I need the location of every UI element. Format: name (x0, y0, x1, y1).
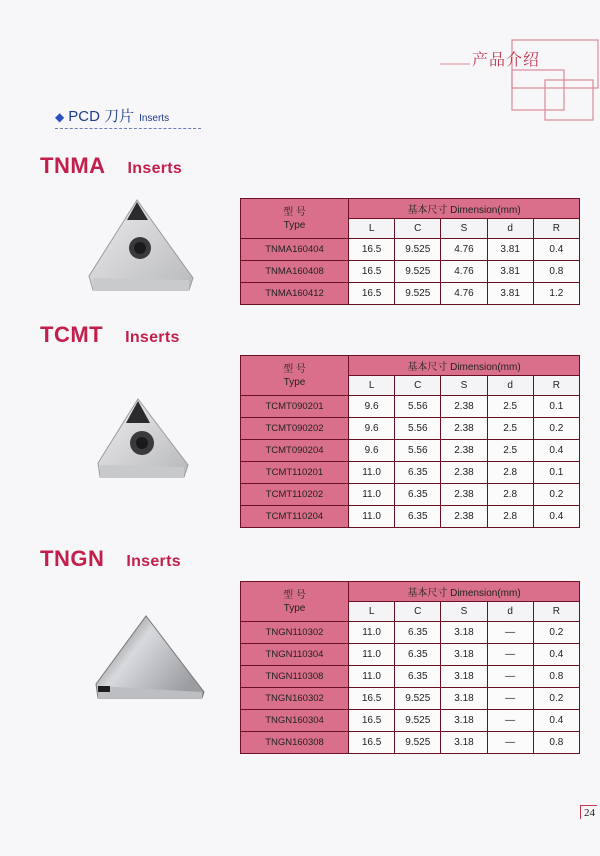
value-cell: 3.81 (487, 261, 533, 283)
value-cell: 2.38 (441, 418, 487, 440)
value-cell: 2.8 (487, 506, 533, 528)
value-cell: 9.6 (349, 418, 395, 440)
tngn-spec-table (240, 581, 580, 754)
value-cell: 1.2 (533, 283, 579, 305)
value-cell: 9.525 (395, 283, 441, 305)
col-header: R (533, 376, 579, 396)
value-cell: 11.0 (349, 484, 395, 506)
col-header: d (487, 219, 533, 239)
value-cell: 6.35 (395, 666, 441, 688)
type-cell: TNGN110308 (241, 666, 349, 688)
tngn-insert-image (88, 612, 213, 707)
col-header: S (441, 219, 487, 239)
value-cell: 4.76 (441, 239, 487, 261)
table-row (241, 418, 580, 440)
value-cell: — (487, 644, 533, 666)
value-cell: 3.18 (441, 622, 487, 644)
value-cell: 2.38 (441, 440, 487, 462)
product-title-tcmt (40, 322, 180, 348)
col-header: L (349, 602, 395, 622)
table-row (241, 462, 580, 484)
corner-decoration (0, 0, 600, 160)
value-cell: 9.525 (395, 732, 441, 754)
value-cell: 16.5 (349, 732, 395, 754)
value-cell: 5.56 (395, 440, 441, 462)
type-cell: TNMA160404 (241, 239, 349, 261)
value-cell: 0.1 (533, 396, 579, 418)
value-cell: 16.5 (349, 261, 395, 283)
type-cell: TNGN110304 (241, 644, 349, 666)
value-cell: 0.2 (533, 622, 579, 644)
table-row (241, 261, 580, 283)
table-row (241, 396, 580, 418)
value-cell: 2.5 (487, 418, 533, 440)
tcmt-spec-table (240, 355, 580, 528)
value-cell: 11.0 (349, 622, 395, 644)
type-column-header (241, 582, 349, 622)
col-header: C (395, 376, 441, 396)
value-cell: 6.35 (395, 462, 441, 484)
section-title: PCD 刀片 (68, 108, 135, 125)
table-row (241, 666, 580, 688)
value-cell: 6.35 (395, 484, 441, 506)
value-cell: 2.5 (487, 396, 533, 418)
section-heading (55, 105, 201, 129)
type-cell: TCMT110202 (241, 484, 349, 506)
product-word: Inserts (127, 160, 183, 177)
type-label-cn: 型 号 (283, 206, 306, 218)
table-row (241, 732, 580, 754)
type-cell: TCMT110204 (241, 506, 349, 528)
value-cell: 4.76 (441, 283, 487, 305)
col-header: C (395, 219, 441, 239)
table-row (241, 506, 580, 528)
product-code: TCMT (40, 322, 104, 347)
type-column-header (241, 199, 349, 239)
col-header: d (487, 376, 533, 396)
value-cell: 16.5 (349, 710, 395, 732)
table-row (241, 688, 580, 710)
value-cell: — (487, 622, 533, 644)
type-label-en: Type (283, 602, 306, 614)
value-cell: 0.4 (533, 644, 579, 666)
type-cell: TCMT110201 (241, 462, 349, 484)
type-cell: TCMT090202 (241, 418, 349, 440)
col-header: S (441, 376, 487, 396)
value-cell: 3.18 (441, 732, 487, 754)
product-word: Inserts (126, 553, 181, 570)
value-cell: 9.525 (395, 688, 441, 710)
value-cell: 16.5 (349, 239, 395, 261)
value-cell: 9.525 (395, 710, 441, 732)
value-cell: 2.38 (441, 506, 487, 528)
value-cell: 5.56 (395, 396, 441, 418)
value-cell: 3.18 (441, 644, 487, 666)
product-title-tngn (40, 546, 181, 572)
value-cell: 3.81 (487, 283, 533, 305)
type-label-en: Type (283, 376, 306, 388)
table-row (241, 440, 580, 462)
value-cell: — (487, 732, 533, 754)
page-header-title: 产品介绍 (472, 50, 541, 69)
table-row (241, 484, 580, 506)
value-cell: 0.4 (533, 506, 579, 528)
value-cell: 0.2 (533, 418, 579, 440)
product-word: Inserts (125, 329, 180, 346)
value-cell: 0.1 (533, 462, 579, 484)
type-column-header (241, 356, 349, 396)
dimension-header: 基本尺寸 Dimension(mm) (349, 582, 580, 602)
value-cell: — (487, 666, 533, 688)
col-header: R (533, 219, 579, 239)
value-cell: 0.2 (533, 688, 579, 710)
tnma-spec-table (240, 198, 580, 305)
value-cell: 3.18 (441, 688, 487, 710)
table-row (241, 239, 580, 261)
col-header: C (395, 602, 441, 622)
value-cell: 2.38 (441, 484, 487, 506)
col-header: S (441, 602, 487, 622)
value-cell: 0.2 (533, 484, 579, 506)
type-cell: TNGN160302 (241, 688, 349, 710)
value-cell: — (487, 688, 533, 710)
diamond-icon: ◆ (55, 110, 65, 124)
value-cell: — (487, 710, 533, 732)
value-cell: 9.6 (349, 396, 395, 418)
dimension-header: 基本尺寸 Dimension(mm) (349, 356, 580, 376)
value-cell: 11.0 (349, 644, 395, 666)
product-title-tnma (40, 153, 182, 179)
col-header: d (487, 602, 533, 622)
type-label-cn: 型 号 (283, 589, 306, 601)
type-label-cn: 型 号 (283, 363, 306, 375)
col-header: L (349, 376, 395, 396)
value-cell: 11.0 (349, 666, 395, 688)
value-cell: 0.8 (533, 261, 579, 283)
type-cell: TCMT090201 (241, 396, 349, 418)
value-cell: 6.35 (395, 506, 441, 528)
value-cell: 5.56 (395, 418, 441, 440)
value-cell: 2.8 (487, 484, 533, 506)
table-row (241, 644, 580, 666)
type-cell: TNMA160412 (241, 283, 349, 305)
type-cell: TNGN110302 (241, 622, 349, 644)
value-cell: 0.8 (533, 666, 579, 688)
value-cell: 11.0 (349, 462, 395, 484)
value-cell: 6.35 (395, 622, 441, 644)
value-cell: 3.18 (441, 666, 487, 688)
value-cell: 3.81 (487, 239, 533, 261)
value-cell: 2.8 (487, 462, 533, 484)
table-row (241, 283, 580, 305)
value-cell: 16.5 (349, 283, 395, 305)
col-header: R (533, 602, 579, 622)
table-row (241, 622, 580, 644)
type-label-en: Type (283, 219, 306, 231)
table-row (241, 710, 580, 732)
value-cell: 2.38 (441, 396, 487, 418)
type-cell: TNMA160408 (241, 261, 349, 283)
value-cell: 0.4 (533, 710, 579, 732)
value-cell: 9.525 (395, 239, 441, 261)
tcmt-insert-image (92, 395, 202, 485)
product-code: TNMA (40, 153, 106, 178)
value-cell: 6.35 (395, 644, 441, 666)
type-cell: TNGN160304 (241, 710, 349, 732)
value-cell: 16.5 (349, 688, 395, 710)
value-cell: 0.4 (533, 239, 579, 261)
tnma-insert-image (85, 198, 215, 298)
value-cell: 11.0 (349, 506, 395, 528)
type-cell: TCMT090204 (241, 440, 349, 462)
value-cell: 9.525 (395, 261, 441, 283)
value-cell: 2.5 (487, 440, 533, 462)
type-cell: TNGN160308 (241, 732, 349, 754)
col-header: L (349, 219, 395, 239)
product-code: TNGN (40, 546, 105, 571)
value-cell: 2.38 (441, 462, 487, 484)
value-cell: 0.8 (533, 732, 579, 754)
value-cell: 4.76 (441, 261, 487, 283)
page-number: 24 (580, 805, 597, 819)
section-subtitle: Inserts (139, 113, 170, 124)
value-cell: 3.18 (441, 710, 487, 732)
value-cell: 9.6 (349, 440, 395, 462)
dimension-header: 基本尺寸 Dimension(mm) (349, 199, 580, 219)
value-cell: 0.4 (533, 440, 579, 462)
